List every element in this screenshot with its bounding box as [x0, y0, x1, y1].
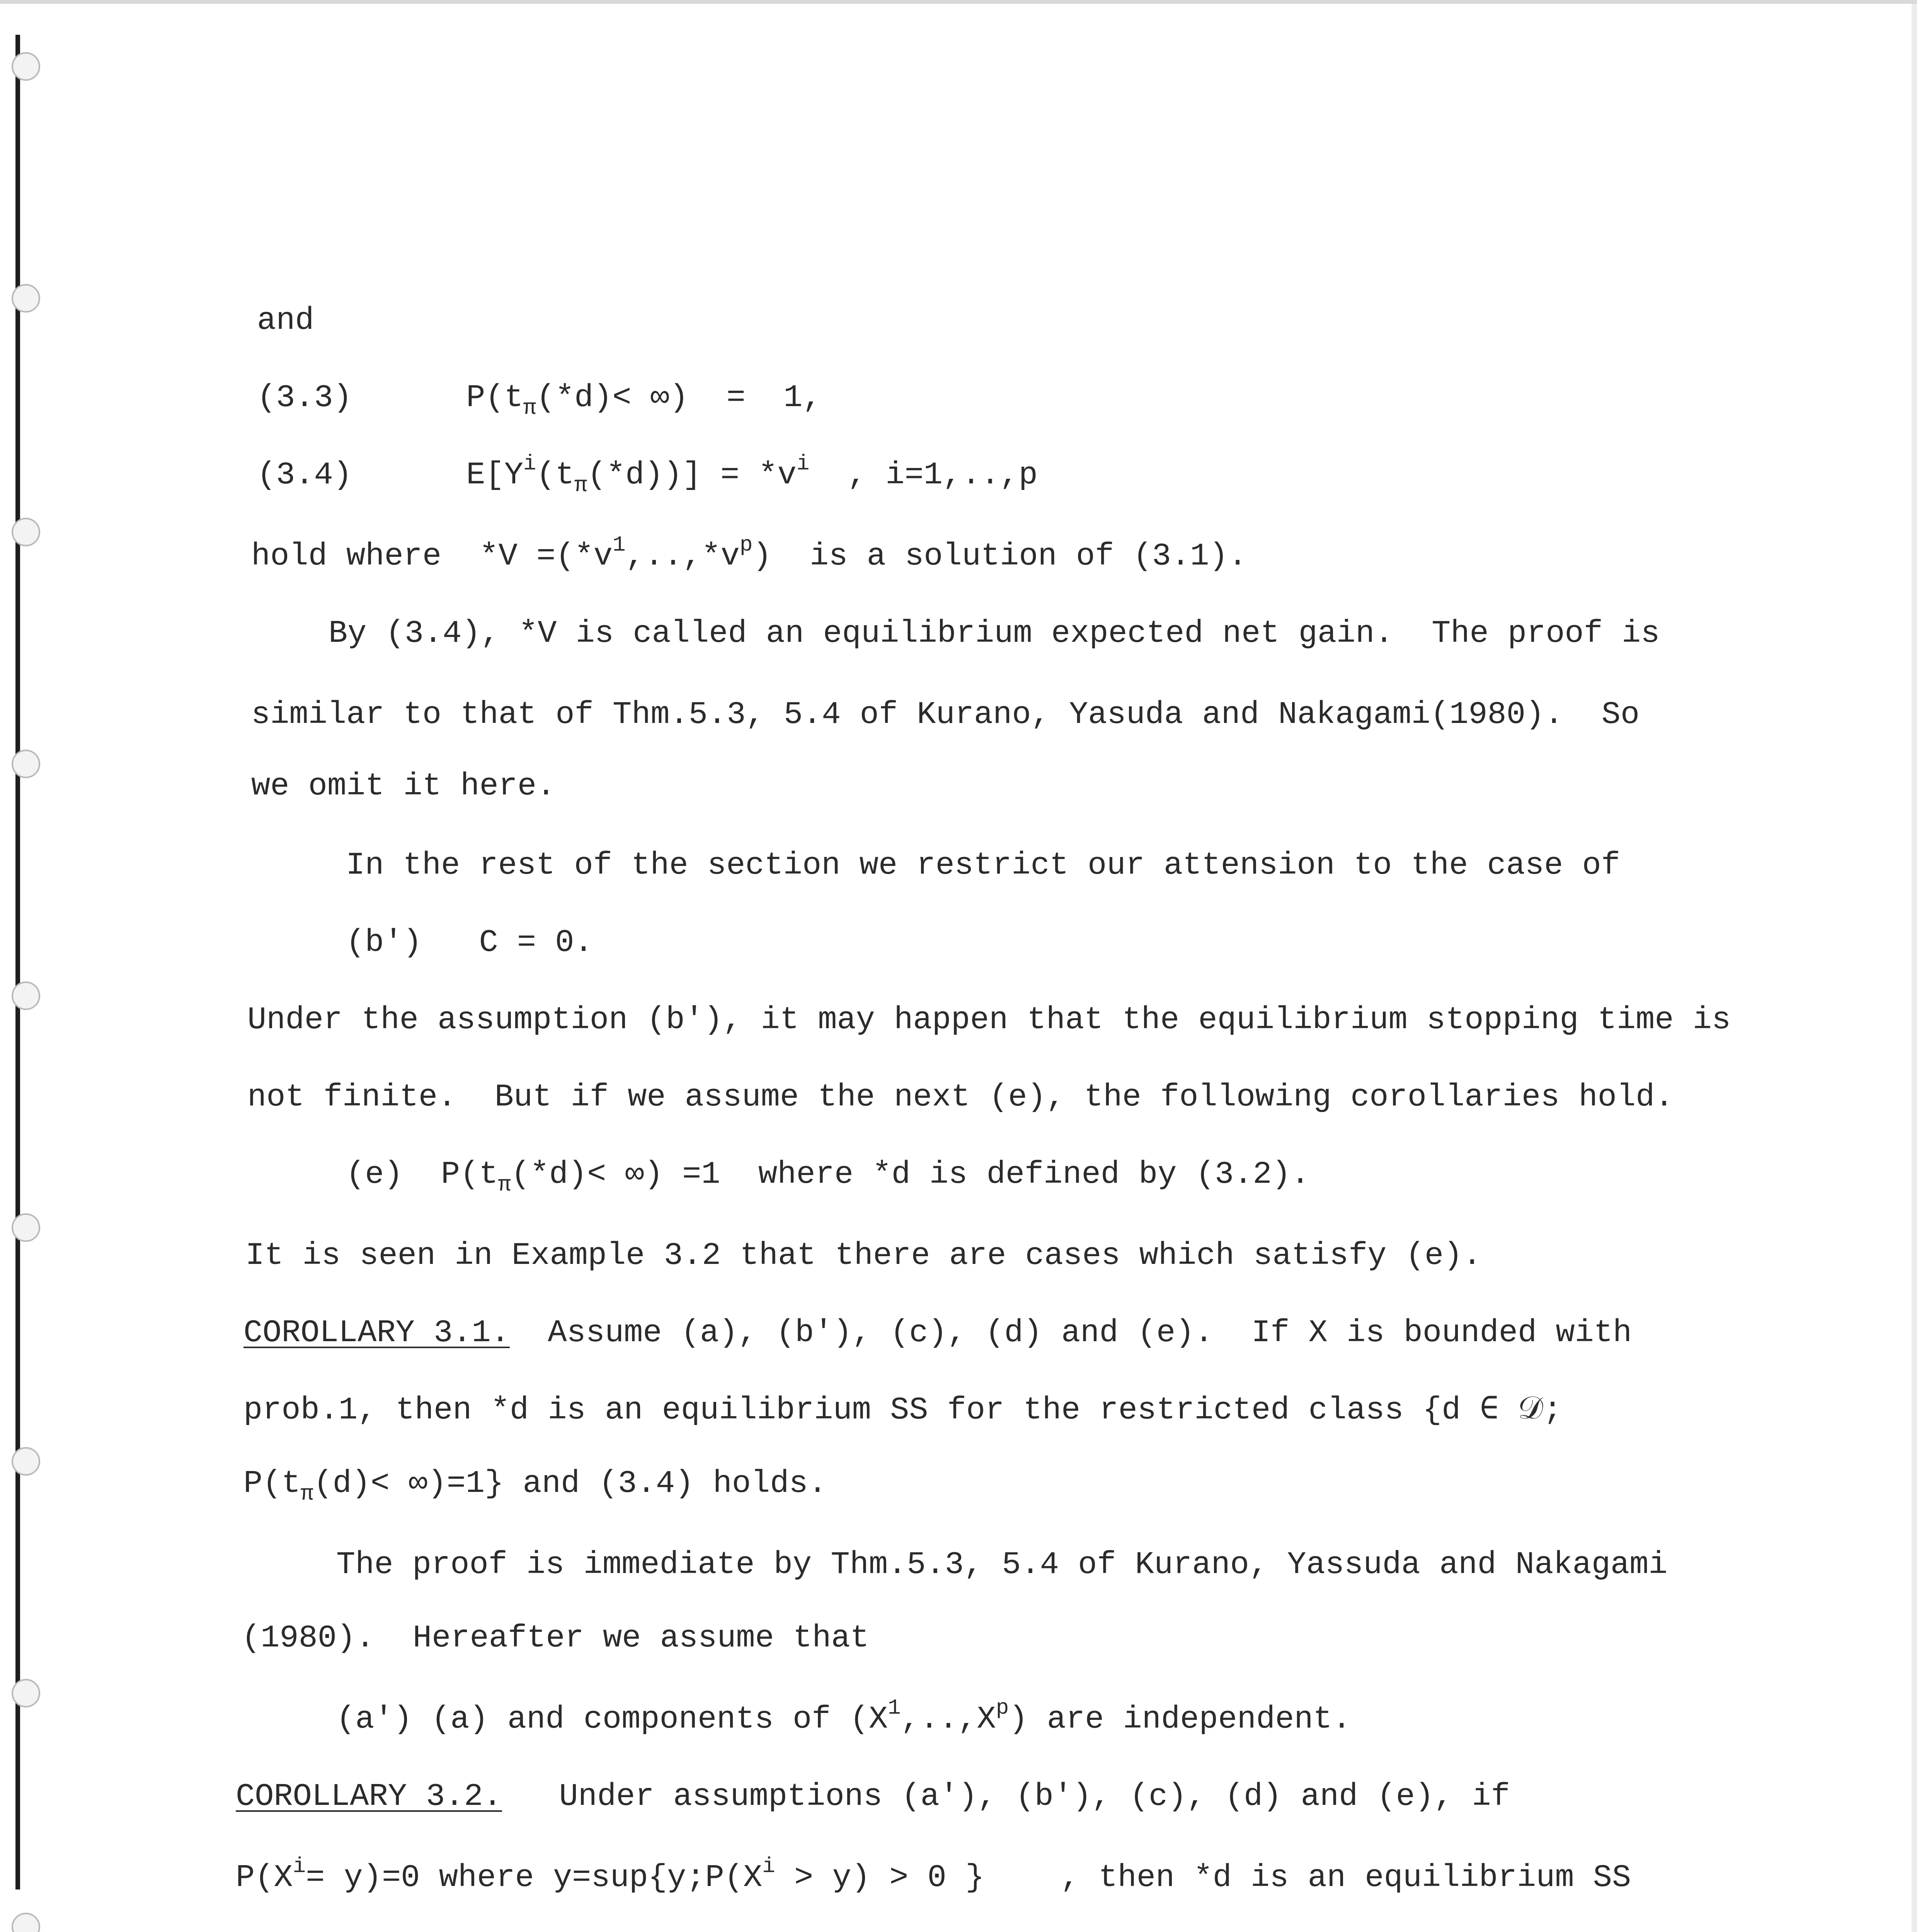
text-line-l19: (a') (a) and components of $(X^1,..,X^p)$ are independent. [336, 1696, 1352, 1737]
text-line-l5: By (3.4), *V is called an equilibrium expected net gain. The proof is [329, 616, 1660, 651]
punch-hole [12, 1447, 40, 1476]
punch-hole [12, 750, 40, 778]
punch-hole [12, 518, 40, 546]
text-line-l11: not finite. But if we assume the next (e), the following corollaries hold. [247, 1079, 1674, 1115]
text-line-l14: COROLLARY 3.1. Assume (a), (b'), (c), (d) and (e). If X is bounded with [243, 1315, 1632, 1351]
text-line-l21: $P(X^i= y)=0$ where $y=sup\{y;P(X^i > y) > 0$ } , then *d is an equilibrium SS [236, 1854, 1631, 1896]
punch-hole [12, 1679, 40, 1708]
text-line-l4: hold where $*V =(*v^1,..,*v^p)$ is a solution of (3.1). [251, 532, 1247, 574]
punch-hole [12, 1213, 40, 1242]
text-line-l1: and [257, 303, 314, 338]
text-line-l8: In the rest of the section we restrict our attension to the case of [346, 847, 1620, 883]
text-line-l6: similar to that of Thm.5.3, 5.4 of Kurano, Yasuda and Nakagami(1980). So [251, 697, 1640, 733]
text-line-l16: $P(t_\pi(d)< \infty)=1$} and (3.4) holds. [243, 1466, 827, 1506]
text-line-l2: (3.3) $P(t_\pi(*d)<$ ∞) = 1, [257, 380, 822, 420]
text-line-l12: (e) $P(t_\pi(*d)<$ ∞) =1 where *d is defined by (3.2). [346, 1156, 1310, 1197]
text-line-l10: Under the assumption (b'), it may happen that the equilibrium stopping time is [247, 1002, 1731, 1038]
text-line-l17: The proof is immediate by Thm.5.3, 5.4 of Kurano, Yassuda and Nakagami [336, 1547, 1668, 1583]
text-line-l3: (3.4) $E[Y^i(t_\pi(*d))] = *v^i$ , i=1,..,p [257, 451, 1038, 498]
text-line-l7: we omit it here. [251, 768, 556, 804]
punch-hole [12, 1913, 40, 1932]
text-line-l15: prob.1, then *d is an equilibrium SS for the restricted class {d ∈ 𝒟; [243, 1392, 1562, 1428]
text-line-l20: COROLLARY 3.2. Under assumptions (a'), (b'), (c), (d) and (e), if [236, 1779, 1510, 1815]
text-line-l9: (b') C = 0. [346, 925, 593, 961]
text-line-l13: It is seen in Example 3.2 that there are cases which satisfy (e). [245, 1238, 1482, 1274]
binding-edge [15, 35, 20, 1889]
punch-hole [12, 284, 40, 313]
punch-hole [12, 52, 40, 81]
punch-hole [12, 981, 40, 1010]
text-line-l18: (1980). Hereafter we assume that [242, 1620, 869, 1656]
